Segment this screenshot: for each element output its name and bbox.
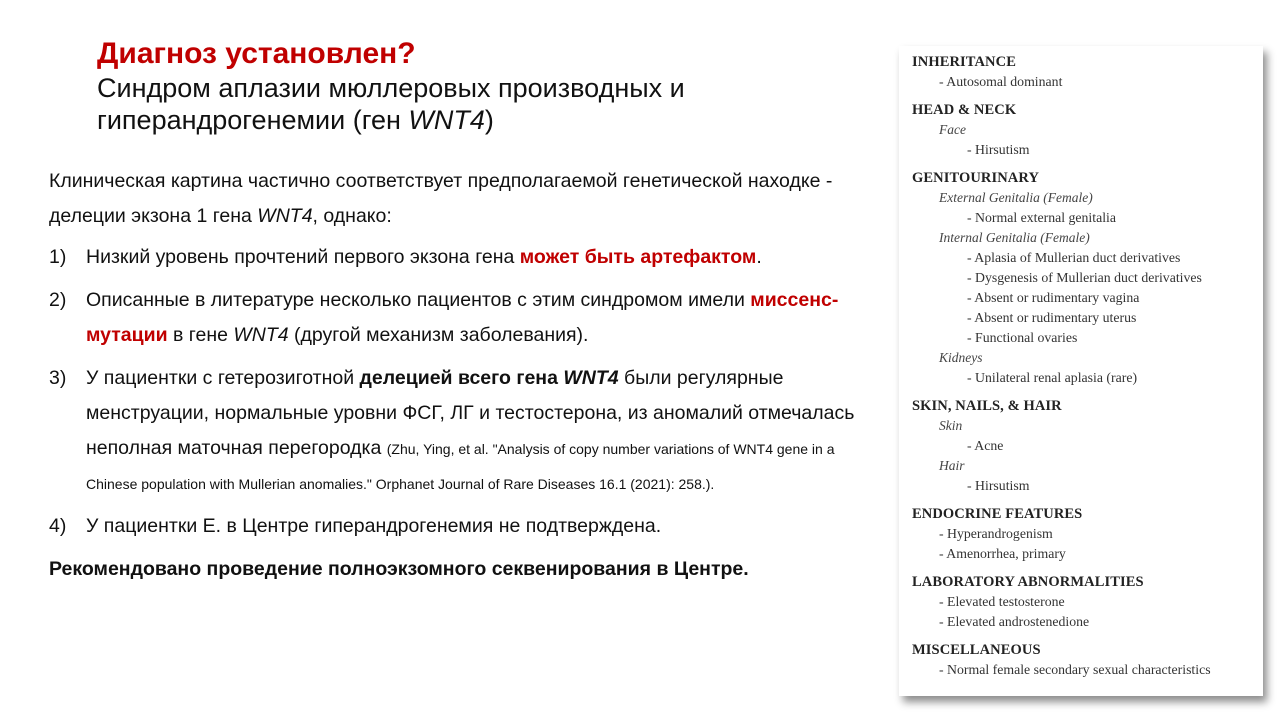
panel-feature: - Hyperandrogenism — [939, 526, 1053, 541]
intro-text1: Клиническая картина частично соответствует предполагаемой генетической находке - делеции экзона 1 гена — [49, 170, 833, 227]
item-gene: WNT4 — [563, 367, 619, 389]
item-highlight: может быть артефактом — [519, 246, 757, 268]
body-text — [49, 164, 874, 584]
panel-feature: - Autosomal dominant — [939, 74, 1063, 89]
panel-subheading: Kidneys — [939, 350, 983, 365]
panel-subheading: External Genitalia (Female) — [939, 190, 1093, 205]
list-item-2 — [49, 283, 874, 353]
panel-content — [899, 46, 1263, 680]
panel-section-heading: INHERITANCE — [912, 54, 1016, 70]
panel-feature: - Elevated testosterone — [939, 594, 1065, 609]
panel-section — [912, 52, 1263, 92]
list-number: 4) — [49, 515, 67, 537]
panel-feature: - Absent or rudimentary vagina — [967, 290, 1140, 305]
slide-title: Диагноз установлен? — [97, 37, 416, 70]
subtitle-gene: WNT4 — [408, 105, 485, 135]
list-item-3 — [49, 361, 874, 501]
item-text: . — [756, 246, 762, 268]
slide-subtitle — [97, 72, 857, 136]
panel-section-heading: GENITOURINARY — [912, 170, 1040, 186]
item-text: Низкий уровень прочтений первого экзона гена — [86, 246, 520, 268]
panel-section-heading: SKIN, NAILS, & HAIR — [912, 398, 1062, 414]
item-text: Описанные в литературе несколько пациентов с этим синдромом имели — [86, 289, 751, 311]
item-gene: WNT4 — [233, 324, 289, 346]
panel-section — [912, 504, 1263, 564]
list-item-4 — [49, 509, 874, 544]
subtitle-line1: Синдром аплазии мюллеровых производных и — [97, 73, 685, 103]
panel-feature: - Elevated androstenedione — [939, 614, 1090, 629]
citation: (Zhu, Ying, et al. "Analysis of copy number variations of WNT4 gene in a Chinese population with Mullerian anomalies." Orphanet Journal of Rare Diseases 16.1 (2021): 258.). — [86, 441, 835, 492]
intro-paragraph — [49, 164, 874, 234]
panel-feature: - Absent or rudimentary uterus — [967, 310, 1137, 325]
list-number: 3) — [49, 367, 67, 389]
panel-section-heading: LABORATORY ABNORMALITIES — [912, 574, 1144, 590]
subtitle-line2-post: ) — [484, 105, 494, 135]
panel-section — [912, 100, 1263, 160]
panel-section — [912, 168, 1263, 388]
panel-section-heading: ENDOCRINE FEATURES — [912, 506, 1083, 522]
list-number: 2) — [49, 289, 67, 311]
panel-section — [912, 640, 1263, 680]
panel-subheading: Internal Genitalia (Female) — [939, 230, 1090, 245]
item-text: в гене — [167, 324, 234, 346]
omim-phenotype-panel — [899, 46, 1263, 696]
panel-section-heading: HEAD & NECK — [912, 102, 1017, 118]
panel-feature: - Aplasia of Mullerian duct derivatives — [967, 250, 1181, 265]
panel-feature: - Hirsutism — [967, 142, 1030, 157]
subtitle-line2-pre: гиперандрогенемии (ген — [97, 105, 409, 135]
item-text: У пациентки Е. в Центре гиперандрогенемия не подтверждена. — [86, 515, 662, 537]
panel-feature: - Normal female secondary sexual characteristics — [939, 662, 1211, 677]
panel-section-heading: MISCELLANEOUS — [912, 642, 1041, 658]
panel-feature: - Normal external genitalia — [967, 210, 1117, 225]
panel-feature: - Acne — [967, 438, 1004, 453]
panel-feature: - Functional ovaries — [967, 330, 1078, 345]
panel-subheading: Face — [939, 122, 966, 137]
intro-text2: , однако: — [312, 205, 392, 227]
panel-feature: - Dysgenesis of Mullerian duct derivatives — [967, 270, 1202, 285]
panel-feature: - Amenorrhea, primary — [939, 546, 1066, 561]
intro-gene: WNT4 — [257, 205, 313, 227]
panel-subheading: Skin — [939, 418, 963, 433]
item-text: (другой механизм заболевания). — [288, 324, 589, 346]
panel-section — [912, 572, 1263, 632]
panel-feature: - Unilateral renal aplasia (rare) — [967, 370, 1138, 385]
item-text: были регулярные менструации, нормальные уровни ФСГ, ЛГ и тестостерона, из аномалий отмечалась неполная маточная перегородка — [86, 367, 855, 459]
panel-subheading: Hair — [939, 458, 965, 473]
item-bold: делецией всего гена — [359, 367, 564, 389]
title-block — [97, 36, 857, 136]
panel-feature: - Hirsutism — [967, 478, 1030, 493]
item-text: У пациентки с гетерозиготной — [86, 367, 360, 389]
list-item-1 — [49, 240, 874, 275]
list-number: 1) — [49, 246, 67, 268]
recommendation: Рекомендовано проведение полноэкзомного секвенирования в Центре. — [49, 558, 749, 580]
item-highlight: миссенс-мутации — [86, 289, 839, 346]
panel-section — [912, 396, 1263, 496]
